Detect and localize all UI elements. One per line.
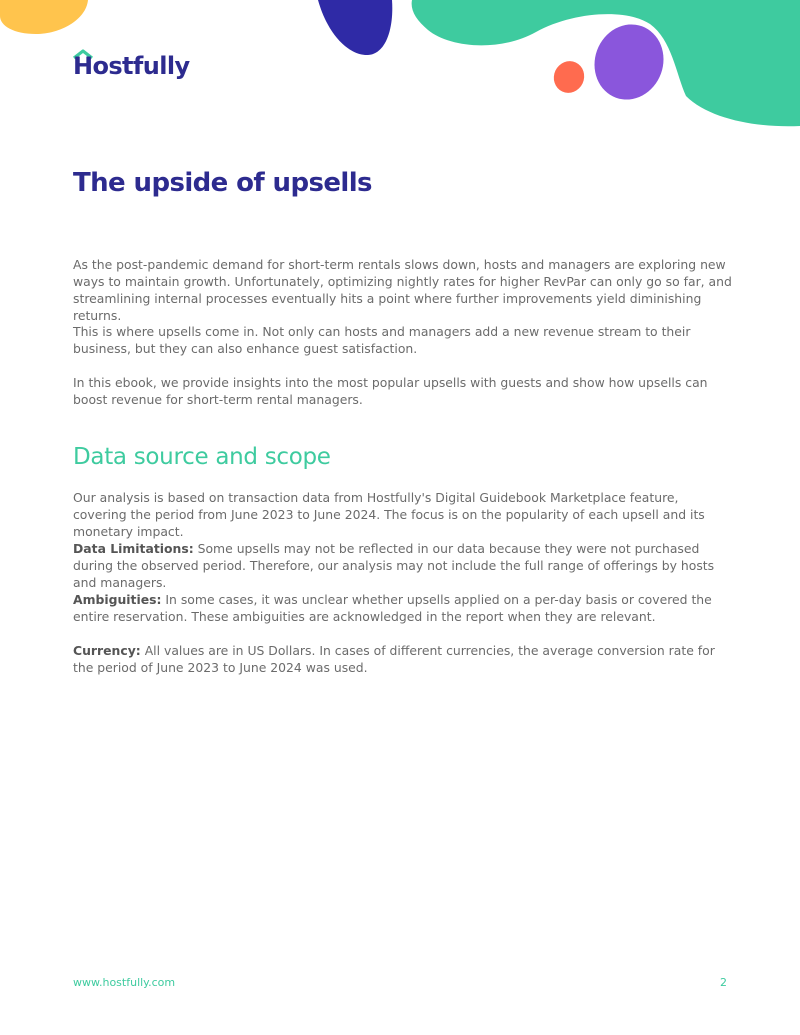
- page-title: The upside of upsells: [73, 168, 372, 198]
- data-source-paragraph: Our analysis is based on transaction data from Hostfully's Digital Guidebook Marketplace feature, covering the period from June 2023 to June 2024. The focus is on the popularity of each upsell and its monetary impact.: [73, 490, 705, 539]
- section-title: Data source and scope: [73, 444, 331, 470]
- ambiguities-label: Ambiguities:: [73, 592, 162, 607]
- intro-paragraph-2: This is where upsells come in. Not only can hosts and managers add a new revenue stream to their business, but they can also enhance guest satisfaction.: [73, 324, 691, 356]
- coral-blob: [549, 56, 590, 98]
- footer-website-link[interactable]: www.hostfully.com: [73, 976, 176, 989]
- data-limitations-paragraph: [73, 540, 733, 591]
- logo-wordmark: Hostfully: [73, 52, 190, 80]
- currency-paragraph: [73, 642, 733, 676]
- yellow-blob: [0, 0, 88, 34]
- data-limitations-text: Some upsells may not be reflected in our data because they were not purchased during the observed period. Therefore, our analysis may not include the full range of offerings by hosts and managers.: [73, 541, 715, 590]
- indigo-blob: [318, 0, 392, 55]
- intro-paragraph-3: In this ebook, we provide insights into the most popular upsells with guests and show how upsells can boost revenue for short-term rental managers.: [73, 375, 708, 407]
- ambiguities-text: In some cases, it was unclear whether upsells applied on a per-day basis or covered the entire reservation. These ambiguities are acknowledged in the report when they are relevant.: [73, 592, 712, 624]
- currency-text: All values are in US Dollars. In cases of different currencies, the average conversion rate for the period of June 2023 to June 2024 was used.: [73, 643, 715, 675]
- currency-label: Currency:: [73, 643, 141, 658]
- page-number: 2: [720, 976, 727, 989]
- ambiguities-paragraph: [73, 591, 733, 625]
- intro-paragraph-1: As the post-pandemic demand for short-term rentals slows down, hosts and managers are exploring new ways to maintain growth. Unfortunately, optimizing nightly rates for higher RevPar can only go so far, and streamlining internal processes eventually hits a point where further improvements yield diminishing returns.: [73, 257, 732, 323]
- data-limitations-label: Data Limitations:: [73, 541, 194, 556]
